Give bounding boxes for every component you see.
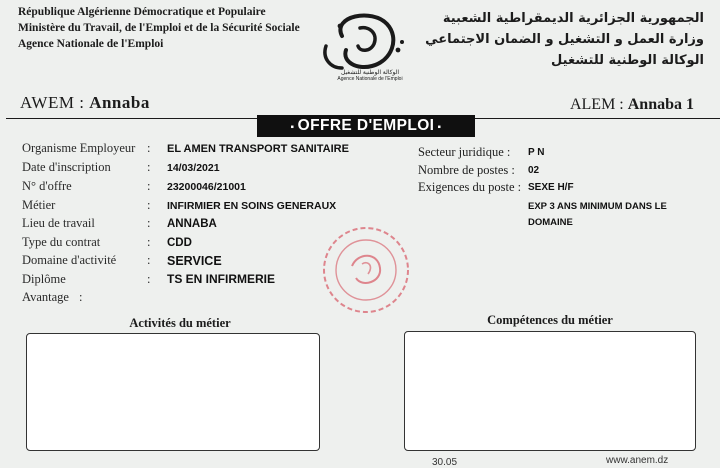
title-bullet-left: ▪	[290, 122, 298, 133]
logo-caption	[320, 70, 420, 82]
field-label-workplace: Lieu de travail :	[22, 216, 151, 230]
awem-office	[20, 93, 150, 113]
official-stamp-icon	[318, 222, 414, 318]
agency-name-arabic: الوكالة الوطنية للتشغيل	[551, 53, 704, 68]
header-french	[18, 4, 300, 52]
field-value-contract: CDD	[167, 237, 192, 249]
field-label-offer-number: N° d'offre :	[22, 179, 151, 193]
awem-label: AWEM :	[20, 93, 90, 112]
logo-caption-arabic: الوكالة الوطنية للتشغيل	[340, 70, 400, 76]
competences-box	[404, 331, 696, 451]
field-value-legal-sector: P N	[528, 147, 545, 158]
republic-name: République Algérienne Démocratique et Populaire	[18, 6, 266, 18]
field-label-positions: Nombre de postes :	[418, 163, 515, 177]
competences-heading: Compétences du métier	[487, 313, 613, 327]
field-label-employer: Organisme Employeur :	[22, 141, 151, 155]
document-title	[257, 115, 475, 137]
field-label-domain: Domaine d'activité :	[22, 253, 151, 267]
footer-date: 30.05	[432, 457, 458, 468]
ministry-name-arabic: وزارة العمل و التشغيل و الضمان الاجتماعي	[425, 32, 704, 47]
field-label-job: Métier :	[22, 198, 151, 212]
alem-office	[570, 96, 694, 114]
field-value-job: INFIRMIER EN SOINS GENERAUX	[167, 200, 337, 212]
footer-website: www.anem.dz	[606, 455, 669, 466]
republic-name-arabic: الجمهورية الجزائرية الديمقراطية الشعبية	[442, 11, 704, 26]
field-value-positions: 02	[528, 165, 540, 176]
ministry-name: Ministère du Travail, de l'Emploi et de la Sécurité Sociale	[18, 22, 300, 34]
field-value-offer-number: 23200046/21001	[167, 181, 246, 193]
field-label-advantage: Avantage :	[22, 290, 83, 304]
field-value-experience: EXP 3 ANS MINIMUM DANS LE	[528, 201, 667, 212]
field-value-domain: SERVICE	[167, 254, 222, 268]
alem-value: Annaba 1	[627, 96, 694, 113]
field-value-diploma: TS EN INFIRMERIE	[167, 272, 276, 286]
alem-label: ALEM :	[569, 96, 628, 113]
field-label-legal-sector: Secteur juridique :	[418, 145, 511, 159]
header-arabic	[424, 8, 704, 71]
field-value-workplace: ANNABA	[167, 218, 217, 230]
field-label-date: Date d'inscription :	[22, 160, 151, 174]
field-value-experience-domain: DOMAINE	[528, 217, 573, 228]
field-label-diploma: Diplôme :	[22, 272, 151, 286]
field-value-date: 14/03/2021	[167, 162, 220, 174]
field-value-requirements: SEXE H/F	[528, 182, 574, 193]
awem-value: Annaba	[89, 93, 150, 112]
logo-caption-french: Agence Nationale de l'Emploi	[337, 76, 403, 82]
activities-box	[26, 333, 320, 451]
field-value-employer: EL AMEN TRANSPORT SANITAIRE	[167, 143, 349, 155]
document-title-text: OFFRE D'EMPLOI	[297, 117, 435, 134]
agency-name: Agence Nationale de l'Emploi	[18, 38, 164, 50]
field-label-contract: Type du contrat :	[22, 235, 151, 249]
title-bullet-right: ▪	[434, 122, 442, 133]
field-label-requirements: Exigences du poste :	[418, 180, 522, 194]
activities-heading: Activités du métier	[129, 316, 231, 330]
